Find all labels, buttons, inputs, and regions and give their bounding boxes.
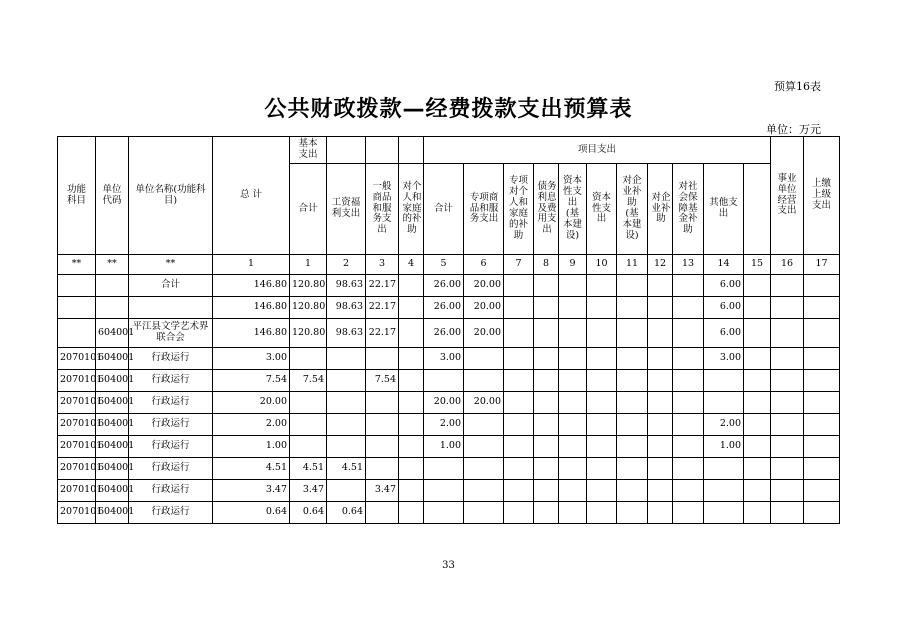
unit-code-cell: 604001 bbox=[96, 392, 129, 414]
amount-cell bbox=[327, 370, 366, 392]
table-row bbox=[58, 275, 840, 297]
func-subject-cell bbox=[58, 297, 96, 319]
amount-cell bbox=[424, 370, 464, 392]
amount-cell: 3.47 bbox=[290, 480, 327, 502]
amount-cell bbox=[534, 319, 559, 348]
amount-cell bbox=[804, 319, 840, 348]
amount-cell bbox=[587, 348, 617, 370]
index-cell: ** bbox=[129, 255, 213, 275]
amount-cell bbox=[771, 502, 804, 524]
amount-cell bbox=[464, 414, 504, 436]
amount-cell bbox=[771, 458, 804, 480]
amount-cell bbox=[559, 502, 587, 524]
amount-cell: 120.80 bbox=[290, 275, 327, 297]
index-cell: 13 bbox=[673, 255, 704, 275]
header-proj-goods: 专项商品和服务支出 bbox=[464, 164, 504, 255]
amount-cell: 120.80 bbox=[290, 319, 327, 348]
amount-cell bbox=[327, 392, 366, 414]
amount-cell bbox=[804, 348, 840, 370]
amount-cell bbox=[673, 275, 704, 297]
table-row bbox=[58, 348, 840, 370]
amount-cell bbox=[587, 502, 617, 524]
amount-cell: 7.54 bbox=[290, 370, 327, 392]
header-individual-subsidy: 对个人和家庭的补助 bbox=[399, 164, 424, 255]
unit-name-cell: 平江县文学艺术界联合会 bbox=[129, 319, 213, 348]
amount-cell bbox=[534, 275, 559, 297]
index-cell: 16 bbox=[771, 255, 804, 275]
index-cell: ** bbox=[58, 255, 96, 275]
amount-cell: 0.64 bbox=[327, 502, 366, 524]
amount-cell bbox=[771, 414, 804, 436]
amount-cell: 26.00 bbox=[424, 275, 464, 297]
amount-cell bbox=[534, 297, 559, 319]
amount-cell bbox=[366, 502, 399, 524]
amount-cell bbox=[559, 370, 587, 392]
amount-cell bbox=[804, 297, 840, 319]
amount-cell bbox=[673, 414, 704, 436]
amount-cell bbox=[648, 436, 673, 458]
amount-cell: 20.00 bbox=[464, 297, 504, 319]
index-cell: 11 bbox=[617, 255, 648, 275]
amount-cell bbox=[399, 458, 424, 480]
unit-code-cell: 604001 bbox=[96, 458, 129, 480]
amount-cell bbox=[617, 275, 648, 297]
amount-cell bbox=[744, 414, 771, 436]
amount-cell bbox=[587, 458, 617, 480]
amount-cell bbox=[804, 436, 840, 458]
amount-cell bbox=[673, 436, 704, 458]
func-subject-cell: 2070101 bbox=[58, 348, 96, 370]
header-wages: 工资福利支出 bbox=[327, 164, 366, 255]
amount-cell bbox=[617, 436, 648, 458]
budget-table bbox=[57, 136, 840, 524]
amount-cell bbox=[617, 348, 648, 370]
index-cell: 17 bbox=[804, 255, 840, 275]
index-cell: 7 bbox=[504, 255, 534, 275]
amount-cell: 20.00 bbox=[213, 392, 290, 414]
amount-cell bbox=[744, 297, 771, 319]
index-cell: 3 bbox=[366, 255, 399, 275]
amount-cell bbox=[673, 297, 704, 319]
amount-cell: 98.63 bbox=[327, 297, 366, 319]
amount-cell: 20.00 bbox=[424, 392, 464, 414]
amount-cell bbox=[617, 297, 648, 319]
amount-cell bbox=[704, 502, 744, 524]
header-proj-individual: 专项对个人和家庭的补助 bbox=[504, 164, 534, 255]
amount-cell bbox=[587, 392, 617, 414]
amount-cell bbox=[559, 480, 587, 502]
amount-cell bbox=[648, 502, 673, 524]
amount-cell bbox=[771, 436, 804, 458]
header-social-security: 对社会保障基金补助 bbox=[673, 164, 704, 255]
amount-cell bbox=[534, 502, 559, 524]
amount-cell bbox=[704, 370, 744, 392]
amount-cell bbox=[399, 319, 424, 348]
amount-cell bbox=[673, 348, 704, 370]
amount-cell bbox=[534, 436, 559, 458]
table-row bbox=[58, 458, 840, 480]
amount-cell bbox=[534, 458, 559, 480]
unit-name-cell: 行政运行 bbox=[129, 348, 213, 370]
amount-cell bbox=[464, 436, 504, 458]
amount-cell bbox=[648, 370, 673, 392]
amount-cell: 20.00 bbox=[464, 319, 504, 348]
amount-cell bbox=[771, 319, 804, 348]
amount-cell: 98.63 bbox=[327, 319, 366, 348]
amount-cell bbox=[771, 297, 804, 319]
amount-cell bbox=[744, 480, 771, 502]
amount-cell bbox=[744, 502, 771, 524]
amount-cell: 3.47 bbox=[366, 480, 399, 502]
header-basic-total: 合计 bbox=[290, 164, 327, 255]
amount-cell bbox=[587, 414, 617, 436]
header-func-subject: 功能科目 bbox=[58, 137, 96, 255]
amount-cell bbox=[804, 480, 840, 502]
amount-cell bbox=[366, 348, 399, 370]
amount-cell bbox=[771, 392, 804, 414]
index-cell: 4 bbox=[399, 255, 424, 275]
amount-cell bbox=[534, 370, 559, 392]
amount-cell: 3.00 bbox=[424, 348, 464, 370]
amount-cell bbox=[534, 480, 559, 502]
amount-cell bbox=[399, 480, 424, 502]
amount-cell bbox=[464, 480, 504, 502]
amount-cell bbox=[771, 275, 804, 297]
amount-cell bbox=[399, 348, 424, 370]
amount-cell bbox=[617, 480, 648, 502]
amount-cell bbox=[771, 480, 804, 502]
amount-cell bbox=[366, 458, 399, 480]
amount-cell bbox=[399, 414, 424, 436]
index-cell: 9 bbox=[559, 255, 587, 275]
func-subject-cell: 2070101 bbox=[58, 436, 96, 458]
header-project-expense: 项目支出 bbox=[424, 137, 771, 164]
amount-cell bbox=[587, 436, 617, 458]
index-cell: ** bbox=[96, 255, 129, 275]
index-cell: 6 bbox=[464, 255, 504, 275]
header-unit-code: 单位代码 bbox=[96, 137, 129, 255]
unit-code-cell: 604001 bbox=[96, 348, 129, 370]
amount-cell: 3.47 bbox=[213, 480, 290, 502]
amount-cell bbox=[399, 436, 424, 458]
amount-cell bbox=[744, 436, 771, 458]
amount-cell: 4.51 bbox=[213, 458, 290, 480]
index-row bbox=[58, 255, 840, 275]
index-cell: 1 bbox=[290, 255, 327, 275]
amount-cell bbox=[559, 297, 587, 319]
func-subject-cell bbox=[58, 275, 96, 297]
amount-cell bbox=[771, 348, 804, 370]
amount-cell bbox=[673, 458, 704, 480]
amount-cell bbox=[399, 370, 424, 392]
unit-label: 单位：万元 bbox=[766, 123, 821, 136]
table-row bbox=[58, 392, 840, 414]
amount-cell bbox=[673, 480, 704, 502]
unit-name-cell: 行政运行 bbox=[129, 480, 213, 502]
amount-cell: 146.80 bbox=[213, 275, 290, 297]
header-other: 其他支出 bbox=[704, 164, 744, 255]
amount-cell: 1.00 bbox=[213, 436, 290, 458]
amount-cell: 120.80 bbox=[290, 297, 327, 319]
amount-cell bbox=[673, 502, 704, 524]
amount-cell bbox=[504, 275, 534, 297]
amount-cell bbox=[617, 370, 648, 392]
amount-cell: 0.64 bbox=[213, 502, 290, 524]
amount-cell bbox=[587, 275, 617, 297]
func-subject-cell: 2070101 bbox=[58, 458, 96, 480]
amount-cell: 4.51 bbox=[290, 458, 327, 480]
amount-cell bbox=[804, 370, 840, 392]
amount-cell bbox=[399, 297, 424, 319]
amount-cell bbox=[804, 275, 840, 297]
amount-cell bbox=[504, 348, 534, 370]
unit-name-cell: 合计 bbox=[129, 275, 213, 297]
amount-cell bbox=[559, 392, 587, 414]
header-total: 总 计 bbox=[213, 137, 290, 255]
amount-cell bbox=[559, 319, 587, 348]
table-row bbox=[58, 297, 840, 319]
amount-cell: 2.00 bbox=[424, 414, 464, 436]
amount-cell bbox=[673, 319, 704, 348]
amount-cell bbox=[327, 436, 366, 458]
table-row bbox=[58, 436, 840, 458]
header-goods-services: 一般商品和服务支出 bbox=[366, 164, 399, 255]
index-cell: 8 bbox=[534, 255, 559, 275]
amount-cell: 1.00 bbox=[704, 436, 744, 458]
page-title: 公共财政拨款—经费拨款支出预算表 bbox=[264, 97, 633, 122]
table-row bbox=[58, 502, 840, 524]
amount-cell: 22.17 bbox=[366, 275, 399, 297]
amount-cell bbox=[648, 275, 673, 297]
index-cell: 2 bbox=[327, 255, 366, 275]
unit-name-cell bbox=[129, 297, 213, 319]
amount-cell bbox=[424, 480, 464, 502]
amount-cell bbox=[290, 414, 327, 436]
amount-cell bbox=[534, 392, 559, 414]
amount-cell bbox=[804, 502, 840, 524]
unit-code-cell: 604001 bbox=[96, 436, 129, 458]
table-tag: 预算16表 bbox=[774, 80, 821, 93]
amount-cell bbox=[771, 370, 804, 392]
unit-name-cell: 行政运行 bbox=[129, 414, 213, 436]
amount-cell bbox=[559, 348, 587, 370]
table-row bbox=[58, 414, 840, 436]
unit-name-cell: 行政运行 bbox=[129, 370, 213, 392]
header-capital-basic: 资本性支出(基本建设) bbox=[559, 164, 587, 255]
amount-cell bbox=[704, 392, 744, 414]
amount-cell bbox=[559, 275, 587, 297]
amount-cell bbox=[504, 392, 534, 414]
amount-cell bbox=[424, 458, 464, 480]
unit-code-cell: 604001 bbox=[96, 319, 129, 348]
amount-cell bbox=[290, 392, 327, 414]
amount-cell bbox=[744, 392, 771, 414]
amount-cell bbox=[464, 502, 504, 524]
amount-cell: 146.80 bbox=[213, 297, 290, 319]
header-basic-expense: 基本支出 bbox=[290, 137, 327, 164]
index-cell: 5 bbox=[424, 255, 464, 275]
index-cell: 15 bbox=[744, 255, 771, 275]
amount-cell: 22.17 bbox=[366, 319, 399, 348]
amount-cell bbox=[744, 348, 771, 370]
amount-cell: 7.54 bbox=[213, 370, 290, 392]
amount-cell: 6.00 bbox=[704, 275, 744, 297]
index-cell: 12 bbox=[648, 255, 673, 275]
amount-cell bbox=[617, 502, 648, 524]
amount-cell bbox=[648, 319, 673, 348]
amount-cell bbox=[559, 414, 587, 436]
amount-cell bbox=[399, 392, 424, 414]
table-row bbox=[58, 480, 840, 502]
amount-cell bbox=[424, 502, 464, 524]
amount-cell: 26.00 bbox=[424, 297, 464, 319]
amount-cell: 2.00 bbox=[213, 414, 290, 436]
header-public-inst-operation: 事业单位经营支出 bbox=[771, 137, 804, 255]
amount-cell bbox=[504, 297, 534, 319]
amount-cell bbox=[617, 319, 648, 348]
amount-cell: 6.00 bbox=[704, 297, 744, 319]
amount-cell bbox=[804, 458, 840, 480]
amount-cell bbox=[648, 414, 673, 436]
table-row bbox=[58, 319, 840, 348]
amount-cell bbox=[704, 458, 744, 480]
amount-cell bbox=[673, 392, 704, 414]
func-subject-cell: 2070101 bbox=[58, 414, 96, 436]
unit-code-cell: 604001 bbox=[96, 414, 129, 436]
amount-cell: 2.00 bbox=[704, 414, 744, 436]
amount-cell bbox=[804, 392, 840, 414]
amount-cell bbox=[290, 348, 327, 370]
amount-cell: 98.63 bbox=[327, 275, 366, 297]
amount-cell: 20.00 bbox=[464, 392, 504, 414]
amount-cell bbox=[464, 458, 504, 480]
header-debt-interest: 债务利息及费用支出 bbox=[534, 164, 559, 255]
amount-cell bbox=[587, 319, 617, 348]
amount-cell bbox=[504, 370, 534, 392]
amount-cell bbox=[617, 414, 648, 436]
table-row bbox=[58, 370, 840, 392]
index-cell: 1 bbox=[213, 255, 290, 275]
header-enterprise: 对企业补助 bbox=[648, 164, 673, 255]
amount-cell bbox=[504, 319, 534, 348]
table-body bbox=[58, 275, 840, 524]
unit-name-cell: 行政运行 bbox=[129, 436, 213, 458]
header-enterprise-basic: 对企业补助(基本建设) bbox=[617, 164, 648, 255]
amount-cell: 4.51 bbox=[327, 458, 366, 480]
amount-cell: 7.54 bbox=[366, 370, 399, 392]
index-cell: 10 bbox=[587, 255, 617, 275]
amount-cell: 20.00 bbox=[464, 275, 504, 297]
unit-name-cell: 行政运行 bbox=[129, 392, 213, 414]
amount-cell bbox=[504, 436, 534, 458]
amount-cell: 6.00 bbox=[704, 319, 744, 348]
unit-code-cell bbox=[96, 275, 129, 297]
amount-cell: 0.64 bbox=[290, 502, 327, 524]
amount-cell bbox=[648, 392, 673, 414]
amount-cell bbox=[744, 370, 771, 392]
amount-cell bbox=[587, 297, 617, 319]
amount-cell: 22.17 bbox=[366, 297, 399, 319]
func-subject-cell: 2070101 bbox=[58, 502, 96, 524]
amount-cell bbox=[744, 275, 771, 297]
header-unit-name: 单位名称(功能科目) bbox=[129, 137, 213, 255]
func-subject-cell bbox=[58, 319, 96, 348]
amount-cell: 3.00 bbox=[704, 348, 744, 370]
amount-cell bbox=[617, 458, 648, 480]
unit-name-cell: 行政运行 bbox=[129, 458, 213, 480]
header-row-1 bbox=[58, 137, 840, 164]
amount-cell bbox=[648, 297, 673, 319]
unit-code-cell: 604001 bbox=[96, 370, 129, 392]
unit-code-cell: 604001 bbox=[96, 502, 129, 524]
amount-cell bbox=[504, 414, 534, 436]
amount-cell bbox=[648, 348, 673, 370]
amount-cell bbox=[366, 392, 399, 414]
amount-cell bbox=[559, 458, 587, 480]
amount-cell bbox=[559, 436, 587, 458]
amount-cell bbox=[534, 348, 559, 370]
func-subject-cell: 2070101 bbox=[58, 370, 96, 392]
page-number: 33 bbox=[442, 560, 455, 571]
amount-cell bbox=[744, 458, 771, 480]
header-remit-upper: 上缴上级支出 bbox=[804, 137, 840, 255]
amount-cell bbox=[673, 370, 704, 392]
amount-cell: 146.80 bbox=[213, 319, 290, 348]
amount-cell bbox=[744, 319, 771, 348]
unit-name-cell: 行政运行 bbox=[129, 502, 213, 524]
amount-cell: 3.00 bbox=[213, 348, 290, 370]
amount-cell bbox=[648, 458, 673, 480]
amount-cell bbox=[504, 458, 534, 480]
amount-cell bbox=[704, 480, 744, 502]
amount-cell bbox=[617, 392, 648, 414]
func-subject-cell: 2070101 bbox=[58, 392, 96, 414]
amount-cell bbox=[399, 502, 424, 524]
index-cell: 14 bbox=[704, 255, 744, 275]
header-proj-total: 合计 bbox=[424, 164, 464, 255]
amount-cell: 1.00 bbox=[424, 436, 464, 458]
amount-cell bbox=[534, 414, 559, 436]
amount-cell bbox=[327, 480, 366, 502]
amount-cell bbox=[464, 348, 504, 370]
amount-cell bbox=[366, 436, 399, 458]
amount-cell bbox=[290, 436, 327, 458]
amount-cell bbox=[399, 275, 424, 297]
amount-cell bbox=[464, 370, 504, 392]
amount-cell bbox=[587, 370, 617, 392]
amount-cell: 26.00 bbox=[424, 319, 464, 348]
amount-cell bbox=[648, 480, 673, 502]
func-subject-cell: 2070101 bbox=[58, 480, 96, 502]
amount-cell bbox=[366, 414, 399, 436]
unit-code-cell: 604001 bbox=[96, 480, 129, 502]
amount-cell bbox=[504, 502, 534, 524]
amount-cell bbox=[804, 414, 840, 436]
amount-cell bbox=[327, 414, 366, 436]
amount-cell bbox=[504, 480, 534, 502]
unit-code-cell bbox=[96, 297, 129, 319]
amount-cell bbox=[327, 348, 366, 370]
amount-cell bbox=[587, 480, 617, 502]
header-capital: 资本性支出 bbox=[587, 164, 617, 255]
